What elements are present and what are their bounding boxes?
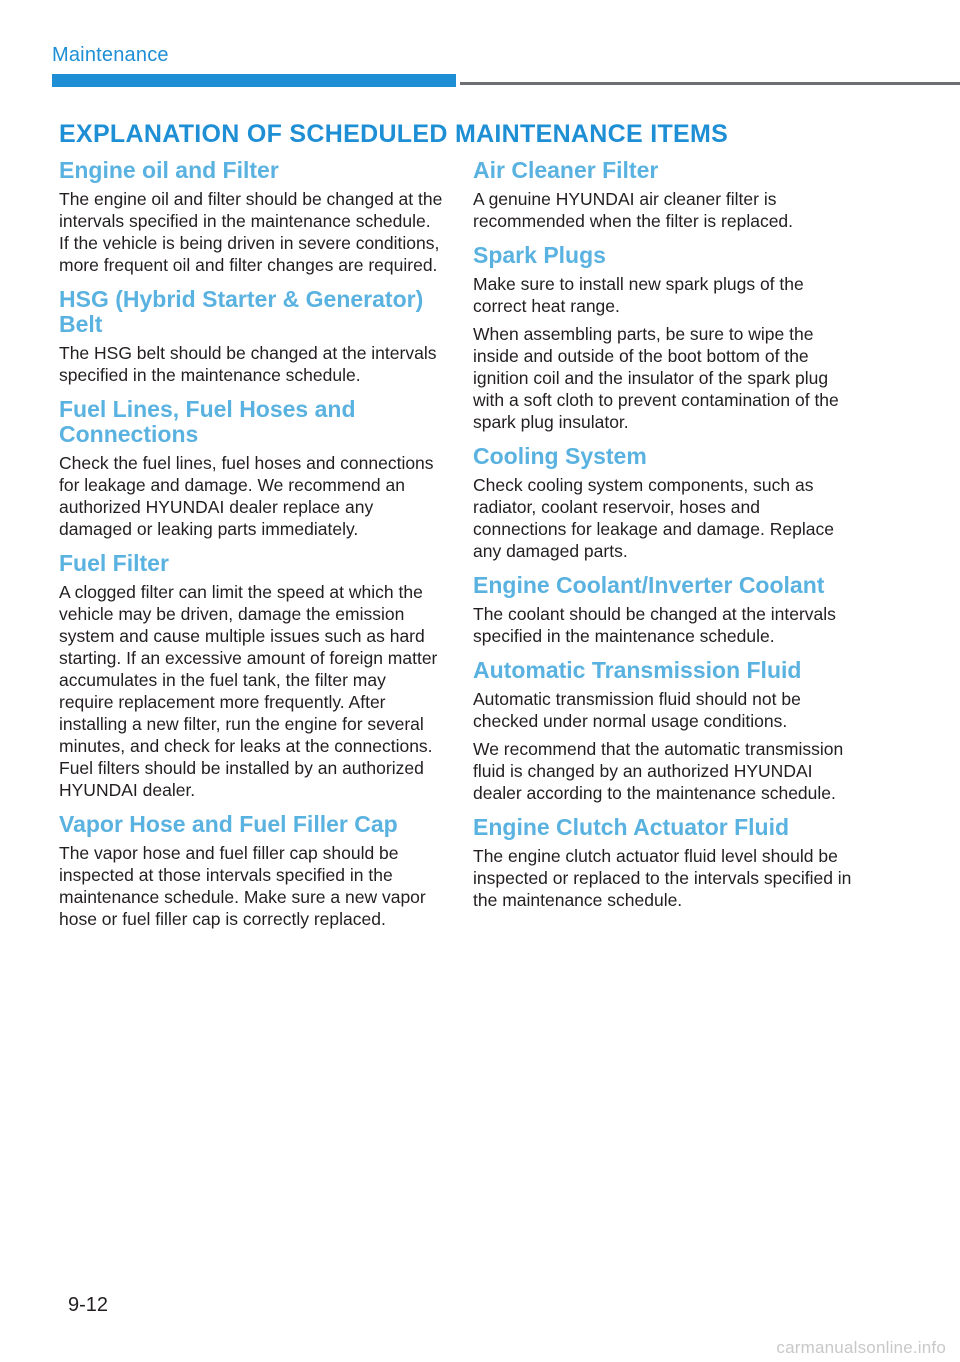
item-paragraph: When assembling parts, be sure to wipe the inside and outside of the boot bottom of the ignition coil and the insulator of the spark plug with a soft cloth to prevent contamination of the spark plug insulator. — [473, 324, 839, 432]
maintenance-item — [59, 551, 444, 801]
maintenance-item — [473, 444, 858, 562]
item-paragraph: The HSG belt should be changed at the intervals specified in the maintenance schedule. — [59, 343, 437, 385]
maintenance-item — [473, 573, 858, 647]
item-paragraph: Make sure to install new spark plugs of the correct heat range. — [473, 274, 804, 316]
maintenance-item — [59, 287, 444, 386]
header-accent-bar — [52, 74, 456, 87]
maintenance-item — [473, 158, 858, 232]
item-paragraph: The coolant should be changed at the intervals specified in the maintenance schedule. — [473, 604, 836, 646]
item-paragraph: A genuine HYUNDAI air cleaner filter is recommended when the filter is replaced. — [473, 189, 794, 231]
item-heading: Engine Coolant/Inverter Coolant — [473, 572, 825, 598]
page-title: EXPLANATION OF SCHEDULED MAINTENANCE ITEMS — [59, 120, 729, 148]
item-heading: HSG (Hybrid Starter & Generator) Belt — [59, 286, 424, 337]
item-paragraph: The engine oil and filter should be changed at the intervals specified in the maintenance schedule. If the vehicle is being driven in severe conditions, more frequent oil and filter changes are required. — [59, 189, 443, 275]
maintenance-item — [473, 815, 858, 911]
right-column — [473, 158, 858, 922]
item-heading: Automatic Transmission Fluid — [473, 657, 802, 683]
maintenance-item — [59, 812, 444, 930]
item-paragraph: A clogged filter can limit the speed at which the vehicle may be driven, damage the emission system and cause multiple issues such as hard starting. If an excessive amount of foreign matter accumulates in the fuel tank, the filter may require replacement more frequently. After installing a new filter, run the engine for several minutes, and check for leaks at the connections. Fuel filters should be installed by an authorized HYUNDAI dealer. — [59, 582, 438, 800]
header-rule — [460, 82, 960, 85]
item-heading: Air Cleaner Filter — [473, 157, 659, 183]
item-heading: Vapor Hose and Fuel Filler Cap — [59, 811, 398, 837]
item-heading: Fuel Filter — [59, 550, 169, 576]
item-paragraph: The engine clutch actuator fluid level should be inspected or replaced to the intervals specified in the maintenance schedule. — [473, 846, 852, 910]
item-paragraph: Automatic transmission fluid should not be checked under normal usage conditions. — [473, 689, 801, 731]
item-heading: Fuel Lines, Fuel Hoses and Connections — [59, 396, 356, 447]
item-paragraph: The vapor hose and fuel filler cap should be inspected at those intervals specified in the maintenance schedule. Make sure a new vapor hose or fuel filler cap is correctly replaced. — [59, 843, 426, 929]
maintenance-item — [473, 658, 858, 804]
watermark: carmanualsonline.info — [776, 1338, 946, 1357]
item-heading: Spark Plugs — [473, 242, 606, 268]
item-heading: Engine oil and Filter — [59, 157, 279, 183]
item-heading: Engine Clutch Actuator Fluid — [473, 814, 790, 840]
maintenance-item — [59, 158, 444, 276]
section-label: Maintenance — [52, 44, 169, 66]
item-paragraph: Check cooling system components, such as radiator, coolant reservoir, hoses and connections for leakage and damage. Replace any damaged parts. — [473, 475, 834, 561]
item-paragraph: Check the fuel lines, fuel hoses and connections for leakage and damage. We recommend an authorized HYUNDAI dealer replace any damaged or leaking parts immediately. — [59, 453, 434, 539]
maintenance-item — [473, 243, 858, 433]
item-paragraph: We recommend that the automatic transmission fluid is changed by an authorized HYUNDAI dealer according to the maintenance schedule. — [473, 739, 844, 803]
maintenance-item — [59, 397, 444, 540]
left-column — [59, 158, 444, 941]
item-heading: Cooling System — [473, 443, 647, 469]
page-number: 9-12 — [68, 1294, 109, 1316]
